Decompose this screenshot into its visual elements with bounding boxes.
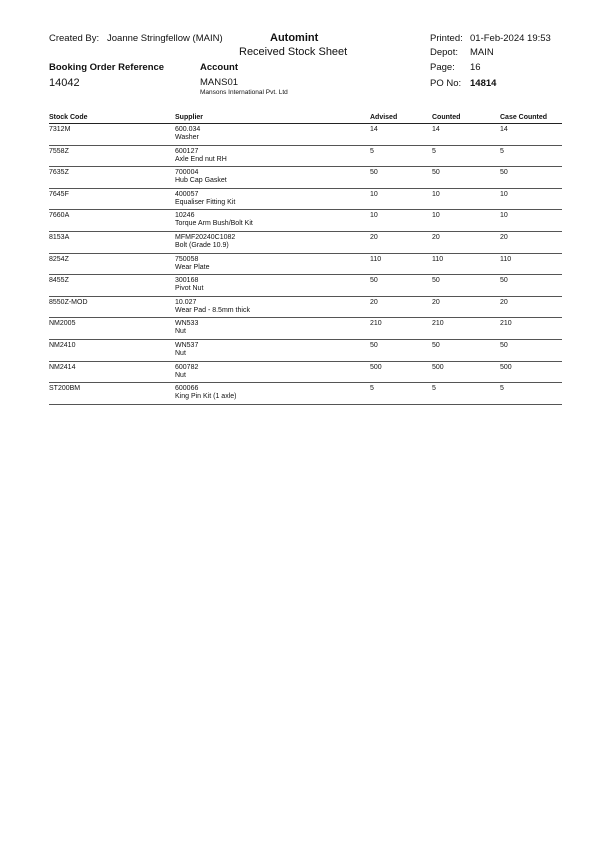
- item-description-cell: Torque Arm Bush/Bolt Kit: [175, 220, 253, 228]
- case-counted-cell: 5: [500, 147, 504, 155]
- advised-cell: 500: [370, 363, 382, 371]
- table-row: [49, 146, 562, 168]
- item-description-cell: Wear Plate: [175, 263, 210, 271]
- item-description-cell: Wear Pad - 8.5mm thick: [175, 306, 250, 314]
- printed-label: Printed:: [430, 33, 463, 44]
- item-description-cell: Nut: [175, 371, 186, 379]
- stock-code-cell: 8254Z: [49, 255, 69, 263]
- counted-cell: 50: [432, 169, 440, 177]
- col-case-counted: Case Counted: [500, 114, 548, 121]
- stock-code-cell: NM2414: [49, 363, 76, 371]
- col-advised: Advised: [370, 114, 398, 121]
- table-body: [49, 124, 562, 405]
- po-value: 14814: [470, 78, 497, 89]
- advised-cell: 5: [370, 147, 374, 155]
- advised-cell: 110: [370, 255, 382, 263]
- po-label: PO No:: [430, 78, 462, 89]
- case-counted-cell: 50: [500, 169, 508, 177]
- item-description-cell: Pivot Nut: [175, 285, 204, 293]
- counted-cell: 20: [432, 298, 440, 306]
- page-value: 16: [470, 62, 481, 73]
- company-name: Automint: [270, 32, 319, 44]
- counted-cell: 5: [432, 147, 436, 155]
- supplier-code-cell: 600127: [175, 147, 199, 155]
- account-name: Mansons International Pvt. Ltd: [200, 89, 288, 96]
- table-row: [49, 297, 562, 319]
- item-description-cell: Hub Cap Gasket: [175, 177, 227, 185]
- item-description-cell: King Pin Kit (1 axle): [175, 393, 237, 401]
- supplier-code-cell: 300168: [175, 277, 199, 285]
- booking-order-value: 14042: [49, 77, 80, 89]
- counted-cell: 14: [432, 126, 440, 133]
- case-counted-cell: 20: [500, 233, 508, 241]
- item-description-cell: Bolt (Grade 10.9): [175, 241, 229, 249]
- counted-cell: 210: [432, 320, 444, 328]
- col-counted: Counted: [432, 114, 461, 121]
- counted-cell: 20: [432, 233, 440, 241]
- item-description-cell: Washer: [175, 134, 199, 141]
- case-counted-cell: 210: [500, 320, 512, 328]
- advised-cell: 20: [370, 233, 378, 241]
- supplier-code-cell: 750058: [175, 255, 199, 263]
- counted-cell: 5: [432, 385, 436, 393]
- counted-cell: 50: [432, 277, 440, 285]
- case-counted-cell: 5: [500, 385, 504, 393]
- created-by-label: Created By:: [49, 33, 100, 44]
- table-header: [49, 114, 562, 124]
- supplier-code-cell: 600.034: [175, 126, 201, 133]
- printed-value: 01-Feb-2024 19:53: [470, 33, 551, 44]
- item-description-cell: Axle End nut RH: [175, 155, 227, 163]
- advised-cell: 14: [370, 126, 378, 133]
- table-row: [49, 124, 562, 146]
- item-description-cell: Equaliser Fitting Kit: [175, 198, 236, 206]
- col-supplier: Supplier: [175, 114, 204, 121]
- advised-cell: 5: [370, 385, 374, 393]
- account-code: MANS01: [200, 77, 239, 88]
- supplier-code-cell: MFMF20240C1082: [175, 233, 236, 241]
- advised-cell: 10: [370, 212, 378, 220]
- case-counted-cell: 50: [500, 277, 508, 285]
- case-counted-cell: 10: [500, 190, 508, 198]
- created-by-value: Joanne Stringfellow (MAIN): [107, 33, 223, 44]
- stock-code-cell: 7635Z: [49, 169, 69, 177]
- table-row: [49, 210, 562, 232]
- case-counted-cell: 10: [500, 212, 508, 220]
- supplier-code-cell: 400057: [175, 190, 199, 198]
- stock-code-cell: 7558Z: [49, 147, 69, 155]
- supplier-code-cell: 10.027: [175, 298, 197, 306]
- case-counted-cell: 50: [500, 341, 508, 349]
- supplier-code-cell: WN533: [175, 320, 199, 328]
- counted-cell: 10: [432, 190, 440, 198]
- advised-cell: 20: [370, 298, 378, 306]
- advised-cell: 50: [370, 277, 378, 285]
- stock-table: [49, 114, 562, 405]
- stock-code-cell: 8550Z-MOD: [49, 298, 88, 306]
- case-counted-cell: 500: [500, 363, 512, 371]
- case-counted-cell: 110: [500, 255, 512, 263]
- depot-label: Depot:: [430, 47, 458, 58]
- stock-code-cell: NM2005: [49, 320, 76, 328]
- sheet-title: Received Stock Sheet: [239, 46, 348, 58]
- col-stock-code: Stock Code: [49, 114, 88, 121]
- counted-cell: 110: [432, 255, 444, 263]
- advised-cell: 50: [370, 341, 378, 349]
- account-label: Account: [200, 62, 238, 73]
- table-row: [49, 362, 562, 384]
- supplier-code-cell: 10246: [175, 212, 195, 220]
- counted-cell: 10: [432, 212, 440, 220]
- supplier-code-cell: 600782: [175, 363, 199, 371]
- case-counted-cell: 20: [500, 298, 508, 306]
- table-row: [49, 254, 562, 276]
- advised-cell: 210: [370, 320, 382, 328]
- counted-cell: 50: [432, 341, 440, 349]
- table-row: [49, 232, 562, 254]
- booking-order-label: Booking Order Reference: [49, 62, 165, 73]
- stock-code-cell: 7660A: [49, 212, 70, 220]
- table-row: [49, 189, 562, 211]
- table-row: [49, 383, 562, 405]
- stock-code-cell: 7645F: [49, 190, 69, 198]
- depot-value: MAIN: [470, 47, 494, 58]
- stock-code-cell: 7312M: [49, 126, 71, 133]
- supplier-code-cell: 600066: [175, 385, 199, 393]
- case-counted-cell: 14: [500, 126, 508, 133]
- item-description-cell: Nut: [175, 349, 186, 357]
- supplier-code-cell: WN537: [175, 341, 199, 349]
- table-row: [49, 167, 562, 189]
- advised-cell: 10: [370, 190, 378, 198]
- table-row: [49, 275, 562, 297]
- counted-cell: 500: [432, 363, 444, 371]
- stock-code-cell: 8153A: [49, 233, 70, 241]
- supplier-code-cell: 700004: [175, 169, 199, 177]
- advised-cell: 50: [370, 169, 378, 177]
- stock-code-cell: 8455Z: [49, 277, 69, 285]
- table-row: [49, 318, 562, 340]
- page-label: Page:: [430, 62, 455, 73]
- table-row: [49, 340, 562, 362]
- item-description-cell: Nut: [175, 328, 186, 336]
- stock-code-cell: ST200BM: [49, 385, 81, 393]
- stock-code-cell: NM2410: [49, 341, 76, 349]
